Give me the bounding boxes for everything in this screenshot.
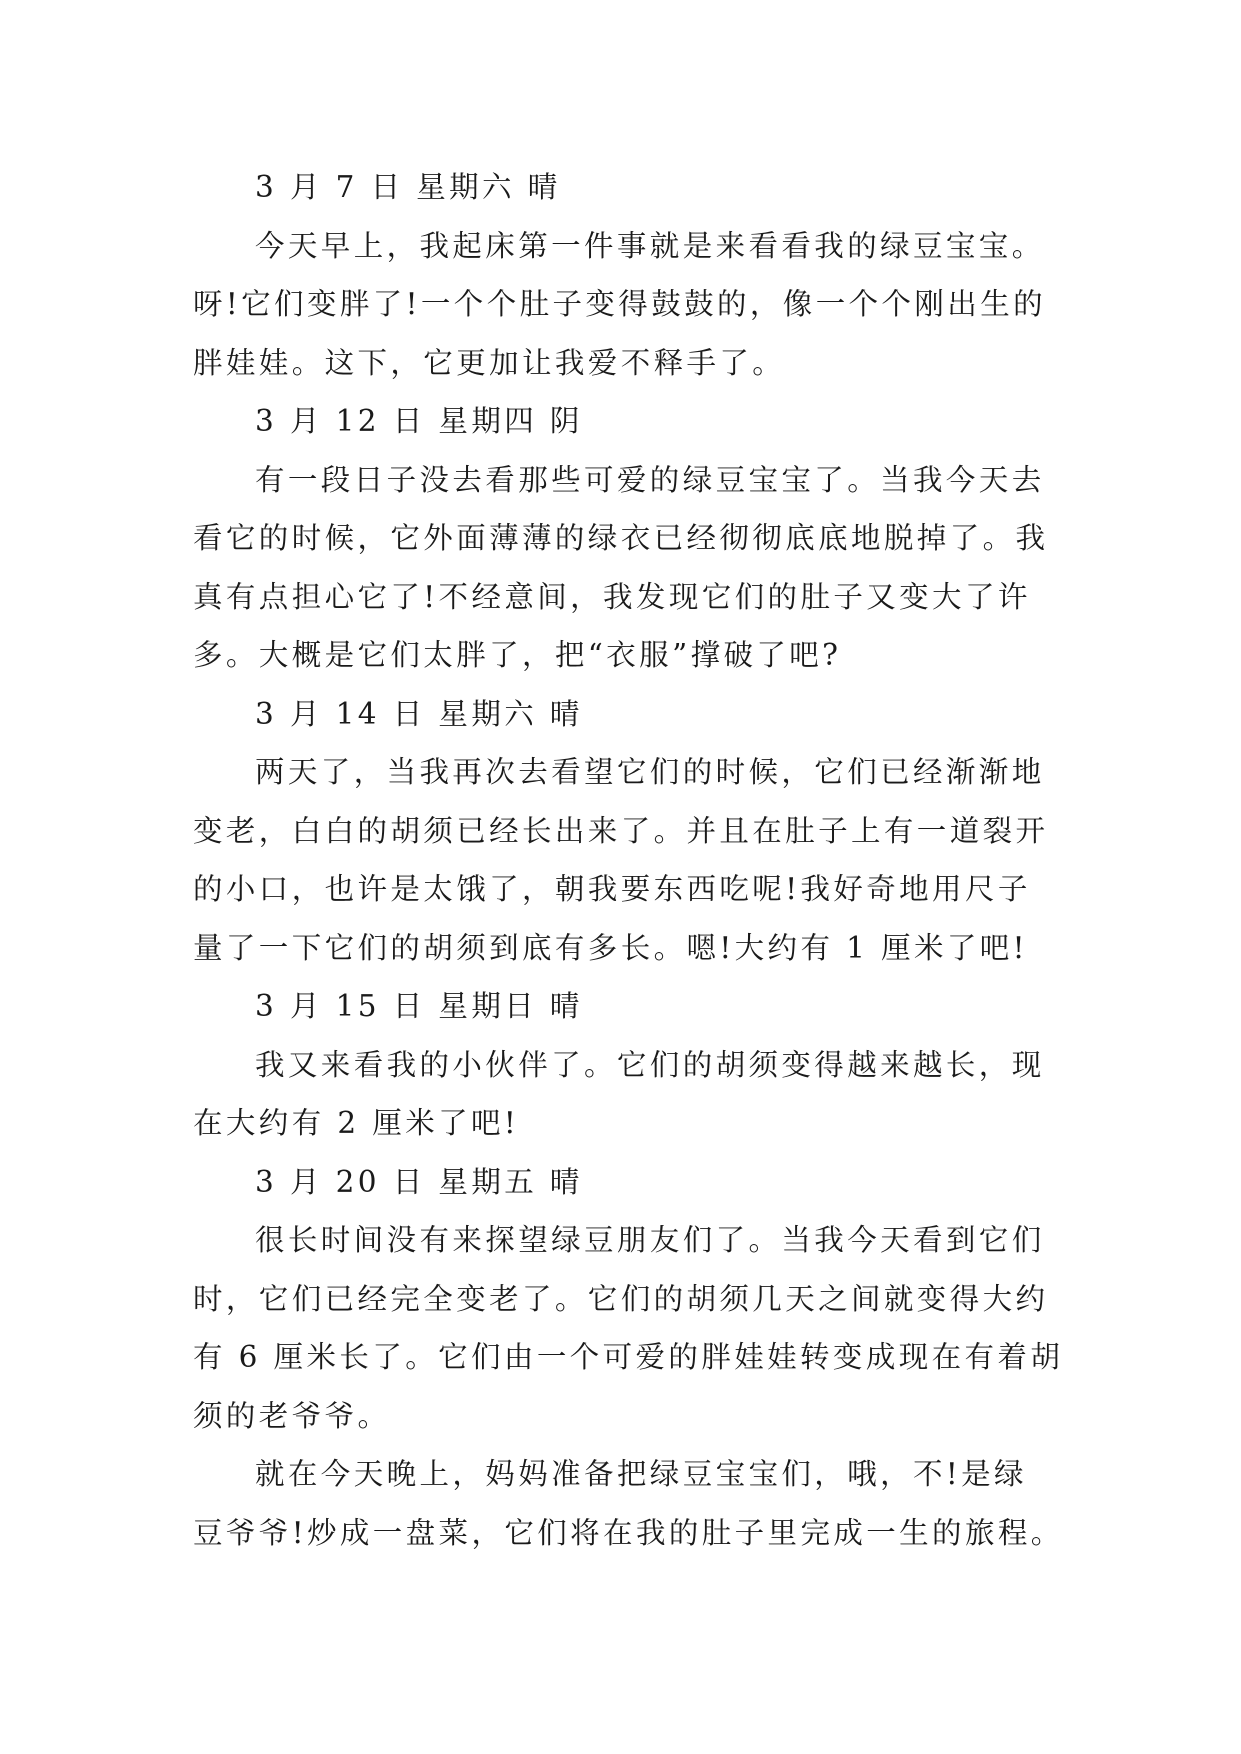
text-line: 时，它们已经完全变老了。它们的胡须几天之间就变得大约	[193, 1281, 1049, 1316]
text-line: 看它的时候，它外面薄薄的绿衣已经彻彻底底地脱掉了。我	[193, 521, 1049, 555]
diary-date-line: 3 月 15 日 星期日 晴	[255, 989, 583, 1023]
text-line: 我又来看我的小伙伴了。它们的胡须变得越来越长，现	[255, 1047, 1045, 1082]
diary-date-line: 3 月 14 日 星期六 晴	[255, 696, 583, 731]
text-line: 呀!它们变胖了!一个个肚子变得鼓鼓的，像一个个刚出生的	[193, 287, 1047, 321]
text-line: 须的老爷爷。	[193, 1398, 391, 1433]
text-line: 在大约有 2 厘米了吧!	[193, 1106, 520, 1140]
diary-date-line: 3 月 12 日 星期四 阴	[255, 404, 583, 438]
text-line: 的小口，也许是太饿了，朝我要东西吃呢!我好奇地用尺子	[193, 872, 1031, 906]
text-line: 豆爷爷!炒成一盘菜，它们将在我的肚子里完成一生的旅程。	[193, 1515, 1064, 1550]
text-line: 变老，白白的胡须已经长出来了。并且在肚子上有一道裂开	[193, 813, 1049, 848]
text-line: 胖娃娃。这下，它更加让我爱不释手了。	[193, 345, 786, 380]
text-line: 量了一下它们的胡须到底有多长。嗯!大约有 1 厘米了吧!	[193, 930, 1028, 965]
text-line: 有一段日子没去看那些可爱的绿豆宝宝了。当我今天去	[255, 462, 1045, 497]
text-line: 两天了，当我再次去看望它们的时候，它们已经渐渐地	[255, 755, 1045, 789]
text-line: 真有点担心它了!不经意间，我发现它们的肚子又变大了许	[193, 579, 1031, 614]
diary-date-line: 3 月 20 日 星期五 晴	[255, 1164, 583, 1199]
diary-date-line: 3 月 7 日 星期六 晴	[255, 170, 561, 204]
diary-text	[193, 158, 1064, 1562]
text-line: 就在今天晚上，妈妈准备把绿豆宝宝们，哦，不!是绿	[255, 1457, 1027, 1491]
text-line: 多。大概是它们太胖了，把“衣服”撑破了吧?	[193, 638, 842, 672]
text-line: 今天早上，我起床第一件事就是来看看我的绿豆宝宝。	[255, 228, 1045, 263]
text-line: 有 6 厘米长了。它们由一个可爱的胖娃娃转变成现在有着胡	[193, 1340, 1064, 1374]
text-line: 很长时间没有来探望绿豆朋友们了。当我今天看到它们	[255, 1223, 1045, 1257]
